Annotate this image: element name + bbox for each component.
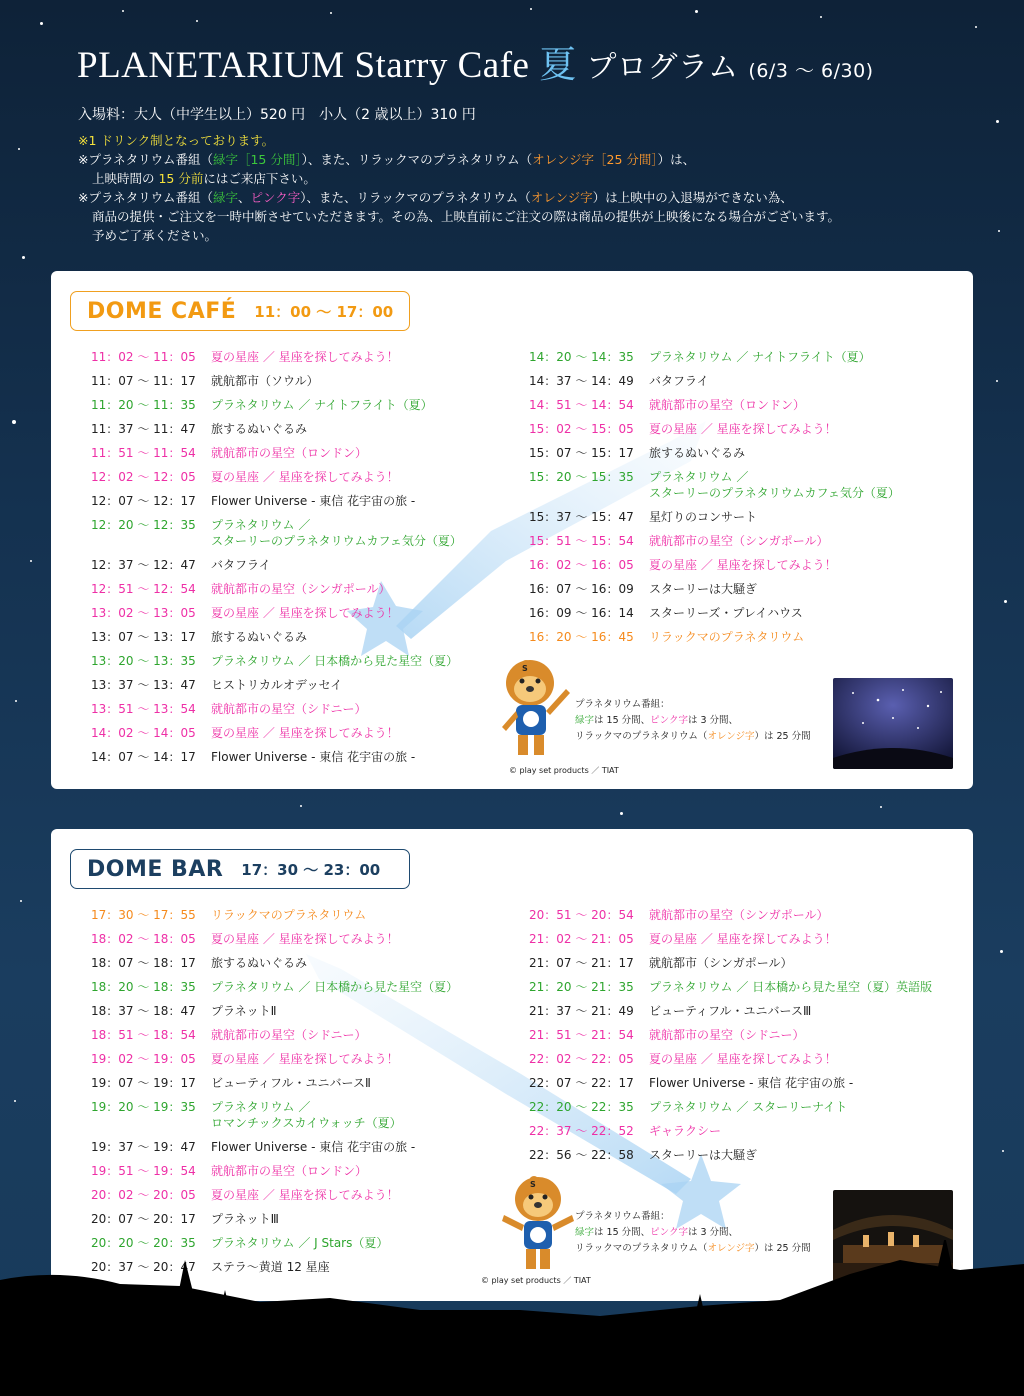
note-green: 緑字［15 分間］ [212,152,302,167]
star [1000,950,1003,953]
row-time: 11：20 ～ 11：35 [91,398,196,412]
row-title: 旅するぬいぐるみ [211,956,308,970]
schedule-row [529,397,805,413]
row-time: 13：02 ～ 13：05 [91,606,196,620]
schedule-row [91,1099,402,1131]
row-time: 16：20 ～ 16：45 [529,630,634,644]
star [695,10,698,13]
title-en: PLANETARIUM Starry Cafe [77,45,530,86]
row-title: スターリーは大騒ぎ [649,582,758,596]
row-time: 20：02 ～ 20：05 [91,1188,196,1202]
schedule-row [529,931,837,947]
row-title: バタフライ [211,558,271,572]
row-time: 19：37 ～ 19：47 [91,1140,196,1154]
row-title: スターリーズ・プレイハウス [649,606,803,620]
star [1004,600,1007,603]
schedule-row [91,1051,399,1067]
schedule-row [91,581,390,597]
schedule-row [91,749,415,765]
schedule-row [529,1147,757,1163]
row-time: 20：51 ～ 20：54 [529,908,634,922]
row-time: 11：51 ～ 11：54 [91,446,196,460]
star [15,700,17,702]
row-time: 18：07 ～ 18：17 [91,956,196,970]
row-title: 旅するぬいぐるみ [211,630,308,644]
legend-green: 緑字 [575,1227,595,1238]
schedule-row [91,517,462,549]
star [820,16,822,18]
row-time: 22：07 ～ 22：17 [529,1076,634,1090]
row-title: プラネットⅡ [211,1004,277,1018]
star [196,20,198,22]
star [996,120,999,123]
legend-text: は 15 分間、 [594,715,651,726]
row-time: 12：02 ～ 12：05 [91,470,196,484]
star [975,26,977,28]
row-time: 22：02 ～ 22：05 [529,1052,634,1066]
notes [78,131,840,245]
row-title: ヒストリカルオデッセイ [211,678,343,692]
star [620,812,623,815]
row-title: ステラ～黄道 12 星座 [211,1260,330,1274]
legend-text: は 3 分間、 [687,1227,739,1238]
row-title-line2: スターリーのプラネタリウムカフェ気分（夏） [211,534,462,548]
note-text: ）は、 [657,152,696,167]
row-title: Flower Universe - 東信 花宇宙の旅 - [211,750,416,764]
schedule-row [529,557,837,573]
row-title: プラネタリウム ／ ナイトフライト（夏） [649,350,871,364]
legend-line [575,713,811,729]
row-time: 19：51 ～ 19：54 [91,1164,196,1178]
row-time: 14：20 ～ 14：35 [529,350,634,364]
row-time: 15：20 ～ 15：35 [529,470,634,484]
row-title: ビューティフル・ユニバースⅡ [211,1076,371,1090]
row-title: 就航都市の星空（シンガポール） [649,534,829,548]
row-title: プラネットⅢ [211,1212,279,1226]
row-title: プラネタリウム ／ 日本橋から見た星空（夏） [211,980,459,994]
row-title-line1: プラネタリウム ／ [211,518,311,532]
row-title: 就航都市の星空（シドニー） [649,1028,805,1042]
tree-silhouette [0,1240,1024,1396]
legend-heading: プラネタリウム番組： [575,1211,670,1222]
schedule-row [529,907,828,923]
note-pink: ピンク字 [250,190,301,205]
row-time: 22：56 ～ 22：58 [529,1148,634,1162]
row-title: 夏の星座 ／ 星座を探してみよう！ [649,932,837,946]
legend-text: リラックマのプラネタリウム（ [575,731,708,742]
legend-text: ）は 25 分間 [754,1243,811,1254]
row-title: プラネタリウム ／ 日本橋から見た星空（夏）英語版 [649,980,933,994]
row-time: 17：30 ～ 17：55 [91,908,196,922]
schedule-row [529,509,757,525]
row-time: 14：02 ～ 14：05 [91,726,196,740]
legend-heading: プラネタリウム番組： [575,699,670,710]
row-time: 16：02 ～ 16：05 [529,558,634,572]
schedule-row [529,605,803,621]
row-title: 就航都市の星空（シンガポール） [211,582,391,596]
row-time: 21：51 ～ 21：54 [529,1028,634,1042]
row-time: 16：09 ～ 16：14 [529,606,634,620]
row-time: 18：02 ～ 18：05 [91,932,196,946]
row-time: 18：51 ～ 18：54 [91,1028,196,1042]
schedule-row [91,725,399,741]
star [20,900,22,902]
note-yellow: 15 分前 [158,171,204,186]
schedule-row [529,469,900,501]
note-arrival-2 [78,169,840,188]
note-text: 、 [238,190,251,205]
row-title: プラネタリウム ／ スターリーナイト [649,1100,848,1114]
schedule-row [529,1003,811,1019]
row-title: 就航都市の星空（シドニー） [211,702,367,716]
schedule-row [91,349,399,365]
row-title [211,1099,402,1131]
note-green: 緑字 [212,190,238,205]
row-title-line1: プラネタリウム ／ [211,1100,311,1114]
row-title: 夏の星座 ／ 星座を探してみよう！ [211,726,399,740]
row-title: 夏の星座 ／ 星座を探してみよう！ [211,350,399,364]
row-title [211,517,462,549]
section-name: DOME CAFÉ [87,298,237,324]
schedule-row [91,1187,399,1203]
schedule-row [529,349,871,365]
schedule-row [91,677,342,693]
schedule-row [529,955,792,971]
page-title [77,34,874,88]
star [1002,1150,1004,1152]
row-title: プラネタリウム ／ 日本橋から見た星空（夏） [211,654,459,668]
schedule-row [91,605,399,621]
schedule-row [529,629,804,645]
schedule-row [91,445,367,461]
schedule-row [529,1051,837,1067]
row-title: スターリーは大騒ぎ [649,1148,758,1162]
row-title: ギャラクシー [649,1124,722,1138]
row-title: 夏の星座 ／ 星座を探してみよう！ [211,1052,399,1066]
schedule-row [529,1123,721,1139]
row-time: 11：02 ～ 11：05 [91,350,196,364]
row-time: 19：07 ～ 19：17 [91,1076,196,1090]
dome-bar-panel [51,829,973,1301]
row-title: 夏の星座 ／ 星座を探してみよう！ [211,470,399,484]
schedule-row [529,1099,847,1115]
row-title: 就航都市の星空（シンガポール） [649,908,829,922]
row-title: リラックマのプラネタリウム [211,908,367,922]
legend-orange: オレンジ字 [707,1243,755,1254]
dome-cafe-panel [51,271,973,789]
schedule-row [91,1003,277,1019]
note-drink: ※1 ドリンク制となっております。 [78,133,275,148]
schedule-row [91,493,415,509]
row-title: 夏の星座 ／ 星座を探してみよう！ [211,932,399,946]
star [40,22,43,25]
schedule-row [91,1075,371,1091]
star [22,256,25,259]
schedule-row [91,955,307,971]
schedule-row [91,373,319,389]
row-title: プラネタリウム ／ ナイトフライト（夏） [211,398,433,412]
legend-line [575,1225,811,1241]
schedule-row [529,533,828,549]
row-time: 18：20 ～ 18：35 [91,980,196,994]
schedule-row [91,931,399,947]
schedule-row [91,1139,415,1155]
row-time: 13：20 ～ 13：35 [91,654,196,668]
row-title: 就航都市（ソウル） [211,374,319,388]
note-orange: オレンジ字 [530,190,593,205]
star [880,806,882,808]
row-title: 星灯りのコンサート [649,510,758,524]
row-time: 11：37 ～ 11：47 [91,422,196,436]
legend-text: は 3 分間、 [687,715,739,726]
row-title: 夏の星座 ／ 星座を探してみよう！ [211,1188,399,1202]
star [330,12,332,14]
schedule-row [91,397,433,413]
title-summer: 夏 [539,45,577,86]
row-time: 13：07 ～ 13：17 [91,630,196,644]
row-time: 12：51 ～ 12：54 [91,582,196,596]
row-title: 夏の星座 ／ 星座を探してみよう！ [649,1052,837,1066]
row-title: Flower Universe - 東信 花宇宙の旅 - [211,1140,416,1154]
row-title: 夏の星座 ／ 星座を探してみよう！ [649,422,837,436]
admission-price: 入場料：大人（中学生以上）520 円 小人（2 歳以上）310 円 [78,107,476,123]
svg-text:S: S [522,664,528,673]
star [300,805,302,807]
note-entry-2: 商品の提供・ご注文を一時中断させていただきます。その為、上映直前にご注文の際は商品の提供が上映後になる場合がございます。 [92,209,841,224]
section-hours: 11：00 ～ 17：00 [254,302,394,321]
row-title: 就航都市の星空（ロンドン） [649,398,806,412]
row-title: 旅するぬいぐるみ [649,446,746,460]
row-time: 15：37 ～ 15：47 [529,510,634,524]
schedule-row [91,979,458,995]
planetarium-dome-photo [833,678,953,769]
copyright: © play set products ／ TIAT [509,766,619,775]
row-title: 就航都市の星空（シドニー） [211,1028,367,1042]
note-orange: オレンジ字［25 分間］ [532,152,658,167]
row-title: 夏の星座 ／ 星座を探してみよう！ [649,558,837,572]
row-time: 14：37 ～ 14：49 [529,374,634,388]
legend-pink: ピンク字 [650,1227,688,1238]
schedule-row [91,1163,367,1179]
legend-green: 緑字 [575,715,595,726]
note-entry-3: 予めご了承ください。 [92,228,218,243]
row-time: 22：37 ～ 22：52 [529,1124,634,1138]
schedule-row [91,1211,279,1227]
row-time: 15：51 ～ 15：54 [529,534,634,548]
star [14,1100,16,1102]
row-title: リラックマのプラネタリウム [649,630,805,644]
row-title: 旅するぬいぐるみ [211,422,308,436]
row-time: 21：20 ～ 21：35 [529,980,634,994]
schedule-row [529,1075,853,1091]
note-text: にはご来店下さい。 [203,171,316,186]
row-time: 15：07 ～ 15：17 [529,446,634,460]
title-dates: (6/3 ～ 6/30) [748,60,874,82]
row-time: 19：20 ～ 19：35 [91,1100,196,1114]
svg-text:S: S [530,1180,536,1189]
row-title: 就航都市の星空（ロンドン） [211,1164,368,1178]
legend-line [575,729,811,745]
legend-text: は 15 分間、 [594,1227,651,1238]
row-time: 12：07 ～ 12：17 [91,494,196,508]
row-title: 夏の星座 ／ 星座を探してみよう！ [211,606,399,620]
row-title-line1: プラネタリウム ／ [649,470,749,484]
schedule-row [529,445,745,461]
schedule-row [91,557,271,573]
row-time: 20：07 ～ 20：17 [91,1212,196,1226]
star [530,8,532,10]
star [122,10,124,12]
row-time: 12：37 ～ 12：47 [91,558,196,572]
star [998,230,1000,232]
schedule-row [529,1027,805,1043]
schedule-row [91,469,399,485]
legend-orange: オレンジ字 [707,731,755,742]
row-title: 就航都市の星空（ロンドン） [211,446,368,460]
schedule-row [529,421,837,437]
row-time: 13：37 ～ 13：47 [91,678,196,692]
row-time: 18：37 ～ 18：47 [91,1004,196,1018]
mascot-illustration [496,657,576,761]
row-title: 就航都市（シンガポール） [649,956,793,970]
star [18,148,20,150]
legend-text: ）は 25 分間 [754,731,811,742]
row-time: 13：51 ～ 13：54 [91,702,196,716]
schedule-row [91,653,458,669]
row-title-line2: スターリーのプラネタリウムカフェ気分（夏） [649,486,900,500]
schedule-row [91,701,367,717]
row-time: 14：51 ～ 14：54 [529,398,634,412]
note-text: 上映時間の [92,171,159,186]
legend [575,697,811,745]
dome-bar-header [70,849,410,889]
row-title-line2: ロマンチックスカイウォッチ（夏） [211,1116,402,1130]
note-entry [78,188,840,207]
copyright: © play set products ／ TIAT [481,1276,591,1285]
row-time: 22：20 ～ 22：35 [529,1100,634,1114]
schedule-row [529,581,757,597]
section-name: DOME BAR [87,856,224,882]
row-time: 21：02 ～ 21：05 [529,932,634,946]
schedule-row [529,373,709,389]
schedule-row [91,907,366,923]
schedule-row [91,1027,367,1043]
note-arrival [78,150,840,169]
row-title: バタフライ [649,374,709,388]
row-title: ビューティフル・ユニバースⅢ [649,1004,812,1018]
note-text: ）は上映中の入退場ができない為、 [592,190,793,205]
legend-pink: ピンク字 [650,715,688,726]
row-time: 20：37 ～ 20：47 [91,1260,196,1274]
note-text: ）、また、リラックマのプラネタリウム（ [300,190,531,205]
star [30,560,32,562]
row-time: 14：07 ～ 14：17 [91,750,196,764]
row-time: 19：02 ～ 19：05 [91,1052,196,1066]
row-time: 11：07 ～ 11：17 [91,374,196,388]
row-time: 15：02 ～ 15：05 [529,422,634,436]
title-jp: プログラム [586,50,739,85]
row-time: 20：20 ～ 20：35 [91,1236,196,1250]
row-time: 16：07 ～ 16：09 [529,582,634,596]
dome-cafe-header [70,291,410,331]
schedule-row [91,629,307,645]
row-time: 21：37 ～ 21：49 [529,1004,634,1018]
row-title [649,469,900,501]
legend-text: リラックマのプラネタリウム（ [575,1243,708,1254]
schedule-row [529,979,932,995]
row-time: 12：20 ～ 12：35 [91,518,196,532]
note-text: ※プラネタリウム番組（ [78,152,213,167]
row-title: Flower Universe - 東信 花宇宙の旅 - [649,1076,854,1090]
schedule-row [91,421,307,437]
note-text: ※プラネタリウム番組（ [78,190,213,205]
star [996,380,998,382]
star [12,420,16,424]
row-time: 21：07 ～ 21：17 [529,956,634,970]
row-title: Flower Universe - 東信 花宇宙の旅 - [211,494,416,508]
section-hours: 17：30 ～ 23：00 [241,860,381,879]
note-text: ）、また、リラックマのプラネタリウム（ [301,152,533,167]
row-title: プラネタリウム ／ J Stars（夏） [211,1236,389,1250]
